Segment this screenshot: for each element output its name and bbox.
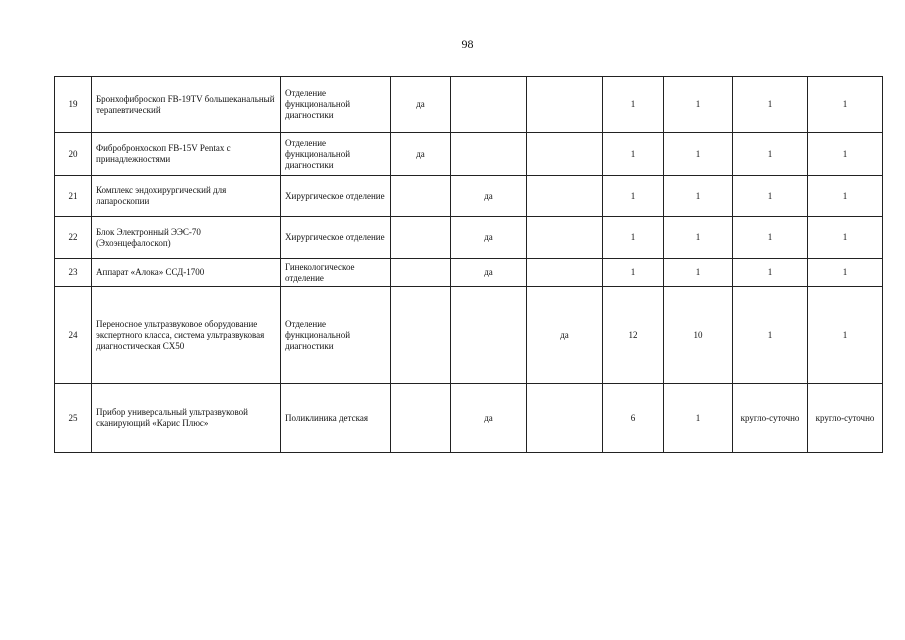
equipment-name: Переносное ультразвуковое оборудование экспертного класса, система ультразвуковая диагностическая CX50	[92, 287, 281, 384]
cell-col-6	[527, 176, 603, 217]
cell-col-4: да	[391, 133, 451, 176]
cell-col-8: 1	[664, 77, 733, 133]
cell-col-5: да	[451, 217, 527, 259]
cell-col-7: 6	[603, 384, 664, 453]
cell-col-9: 1	[733, 176, 808, 217]
cell-col-4	[391, 217, 451, 259]
cell-col-10: 1	[808, 77, 883, 133]
cell-col-7: 12	[603, 287, 664, 384]
row-number: 24	[55, 287, 92, 384]
row-number: 23	[55, 259, 92, 287]
cell-col-6: да	[527, 287, 603, 384]
cell-col-5	[451, 133, 527, 176]
equipment-table	[54, 76, 883, 453]
cell-col-10: 1	[808, 259, 883, 287]
cell-col-5: да	[451, 259, 527, 287]
equipment-name: Аппарат «Алока» ССД-1700	[92, 259, 281, 287]
cell-col-8: 10	[664, 287, 733, 384]
cell-col-5	[451, 77, 527, 133]
department: Отделение функциональной диагностики	[281, 133, 391, 176]
cell-col-8: 1	[664, 384, 733, 453]
department: Поликлиника детская	[281, 384, 391, 453]
cell-col-8: 1	[664, 133, 733, 176]
table-row	[55, 259, 883, 287]
cell-col-5: да	[451, 176, 527, 217]
table-row	[55, 384, 883, 453]
cell-col-6	[527, 217, 603, 259]
table-row	[55, 287, 883, 384]
row-number: 19	[55, 77, 92, 133]
table-row	[55, 176, 883, 217]
table-row	[55, 77, 883, 133]
row-number: 25	[55, 384, 92, 453]
cell-col-9: 1	[733, 217, 808, 259]
cell-col-4	[391, 176, 451, 217]
department: Хирургическое отделение	[281, 217, 391, 259]
cell-col-6	[527, 259, 603, 287]
equipment-name: Бронхофиброскоп FB-19TV большеканальный терапевтический	[92, 77, 281, 133]
cell-col-9: 1	[733, 259, 808, 287]
cell-col-7: 1	[603, 259, 664, 287]
cell-col-10: 1	[808, 217, 883, 259]
row-number: 21	[55, 176, 92, 217]
cell-col-4	[391, 287, 451, 384]
cell-col-8: 1	[664, 176, 733, 217]
cell-col-7: 1	[603, 133, 664, 176]
cell-col-10: кругло-суточно	[808, 384, 883, 453]
cell-col-8: 1	[664, 259, 733, 287]
table-row	[55, 133, 883, 176]
cell-col-5	[451, 287, 527, 384]
cell-col-4: да	[391, 77, 451, 133]
cell-col-4	[391, 384, 451, 453]
cell-col-6	[527, 133, 603, 176]
cell-col-5: да	[451, 384, 527, 453]
page-number: 98	[461, 37, 474, 51]
table-row	[55, 217, 883, 259]
cell-col-10: 1	[808, 133, 883, 176]
cell-col-10: 1	[808, 287, 883, 384]
cell-col-9: 1	[733, 287, 808, 384]
cell-col-8: 1	[664, 217, 733, 259]
cell-col-6	[527, 384, 603, 453]
department: Хирургическое отделение	[281, 176, 391, 217]
cell-col-7: 1	[603, 217, 664, 259]
cell-col-10: 1	[808, 176, 883, 217]
department: Отделение функциональной диагностики	[281, 77, 391, 133]
cell-col-9: 1	[733, 133, 808, 176]
equipment-name: Блок Электронный ЭЭС-70 (Эхоэнцефалоскоп)	[92, 217, 281, 259]
row-number: 20	[55, 133, 92, 176]
cell-col-4	[391, 259, 451, 287]
cell-col-7: 1	[603, 176, 664, 217]
cell-col-9: кругло-суточно	[733, 384, 808, 453]
cell-col-6	[527, 77, 603, 133]
equipment-name: Прибор универсальный ультразвуковой сканирующий «Карис Плюс»	[92, 384, 281, 453]
row-number: 22	[55, 217, 92, 259]
cell-col-9: 1	[733, 77, 808, 133]
cell-col-7: 1	[603, 77, 664, 133]
department: Отделение функциональной диагностики	[281, 287, 391, 384]
equipment-name: Фибробронхоскоп FB-15V Pentax с принадлежностями	[92, 133, 281, 176]
department: Гинекологическое отделение	[281, 259, 391, 287]
equipment-name: Комплекс эндохирургический для лапароскопии	[92, 176, 281, 217]
